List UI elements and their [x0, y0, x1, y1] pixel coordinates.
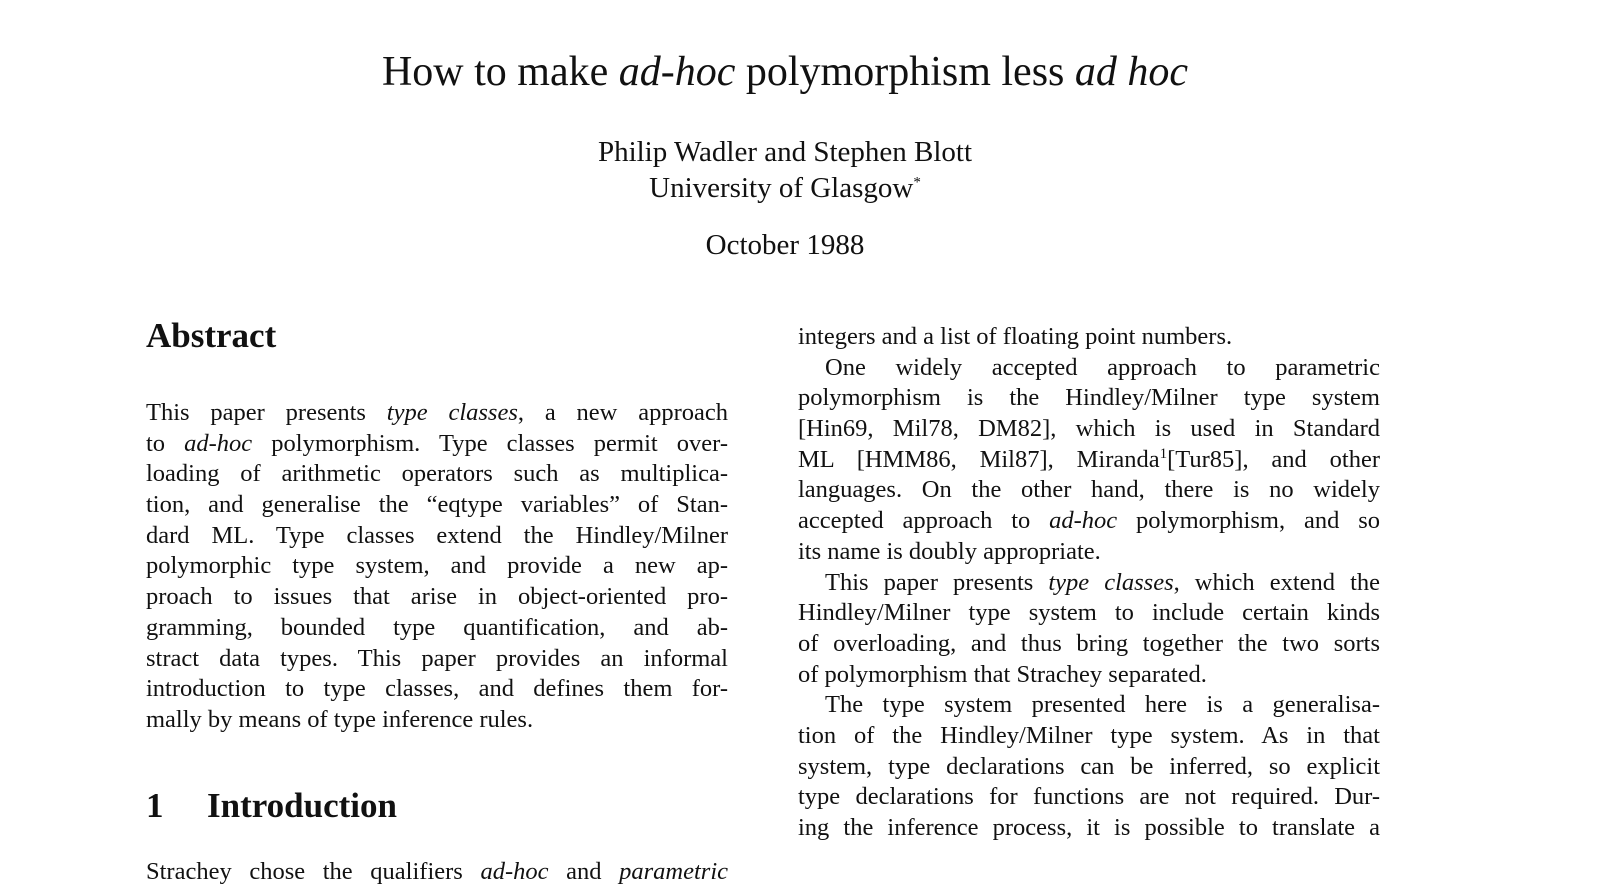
- text-line: [798, 383, 1380, 414]
- text-line: [146, 674, 728, 705]
- text-line: [146, 490, 728, 521]
- text-run: of overloading, and thus bring together the two sorts: [798, 629, 1380, 657]
- emphasis-text: ad-hoc: [480, 857, 549, 885]
- text-run: to: [146, 429, 185, 457]
- text-line: [798, 629, 1380, 660]
- emphasis-text: ad-hoc: [1049, 507, 1118, 535]
- text-line: [798, 475, 1380, 506]
- text-line: [798, 568, 1380, 599]
- text-line: [798, 690, 1380, 721]
- text-run: gramming, bounded type quantification, and ab-: [146, 613, 728, 641]
- emphasis-text: ad-hoc: [184, 429, 253, 457]
- text-line: [798, 322, 1380, 353]
- text-run: The type system presented here is a generalisa-: [825, 691, 1380, 719]
- text-run: proach to issues that arise in object-oriented pro-: [146, 583, 728, 611]
- text-line: [798, 782, 1380, 813]
- text-run: tion of the Hindley/Milner type system. As in that: [798, 721, 1380, 749]
- text-line: [146, 644, 728, 675]
- text-run: [Hin69, Mil78, DM82], which is used in Standard: [798, 415, 1380, 443]
- text-run: , a new approach: [517, 399, 728, 426]
- text-run: mally by means of type inference rules.: [146, 705, 534, 733]
- text-line: [798, 660, 1380, 691]
- text-run: dard ML. Type classes extend the Hindley/Milner: [146, 521, 728, 549]
- text-run: Strachey chose the qualifiers: [146, 857, 481, 885]
- text-run: tion, and generalise the “eqtype variables” of Stan-: [146, 491, 728, 519]
- left-column: [146, 312, 728, 887]
- text-line: [798, 598, 1380, 629]
- emphasis-text: type classes: [386, 399, 518, 426]
- text-line: [798, 414, 1380, 445]
- author-names: Philip Wadler and Stephen Blott: [597, 136, 973, 168]
- text-run: This paper presents: [825, 568, 1049, 596]
- abstract-body: [146, 398, 728, 736]
- text-line: [146, 521, 728, 552]
- text-line: [146, 857, 728, 887]
- text-run: integers and a list of floating point numbers.: [798, 323, 1233, 350]
- affiliation: University of Glasgow*: [649, 172, 921, 204]
- text-run: its name is doubly appropriate.: [798, 537, 1101, 565]
- text-run: How to make: [381, 49, 619, 95]
- text-run: polymorphism, and so: [1117, 507, 1380, 535]
- emphasis-text: ad-hoc: [618, 49, 736, 95]
- text-run: This paper presents: [146, 399, 387, 426]
- text-line: [146, 429, 728, 460]
- text-run: , which extend the: [1173, 568, 1380, 596]
- footnote-mark: *: [913, 174, 921, 191]
- text-run: stract data types. This paper provides an informal: [146, 644, 728, 672]
- text-line: [798, 721, 1380, 752]
- text-run: polymorphism less: [735, 49, 1075, 95]
- text-run: of polymorphism that Strachey separated.: [798, 660, 1207, 688]
- text-run: One widely accepted approach to parametric: [825, 353, 1380, 381]
- text-run: [Tur85], and other: [1167, 445, 1380, 473]
- text-line: [146, 551, 728, 582]
- text-line: [798, 353, 1380, 384]
- text-run: Hindley/Milner type system to include certain kinds: [798, 599, 1380, 627]
- text-run: polymorphism. Type classes permit over-: [252, 429, 728, 457]
- section-heading-introduction: 1 Introduction: [146, 785, 397, 825]
- text-line: [798, 752, 1380, 783]
- text-run: accepted approach to: [798, 507, 1050, 535]
- text-run: languages. On the other hand, there is no widely: [798, 476, 1380, 504]
- text-line: [146, 613, 728, 644]
- text-line: [146, 459, 728, 490]
- paper-date: October 1988: [705, 229, 865, 261]
- introduction-body: [146, 857, 728, 887]
- text-line: [798, 537, 1380, 568]
- text-run: polymorphic type system, and provide a new ap-: [146, 552, 728, 580]
- text-run: type declarations for functions are not required. Dur-: [798, 783, 1380, 811]
- emphasis-text: type classes: [1048, 568, 1174, 596]
- text-line: [146, 705, 728, 736]
- text-line: [798, 813, 1380, 844]
- text-run: system, type declarations can be inferred, so explicit: [798, 752, 1380, 780]
- text-run: introduction to type classes, and defines them for-: [146, 675, 728, 703]
- authors-block: [0, 134, 1570, 206]
- right-column: [798, 322, 1380, 844]
- text-line: [798, 506, 1380, 537]
- emphasis-text: ad hoc: [1074, 49, 1189, 95]
- text-line: [146, 582, 728, 613]
- right-column-body: [798, 322, 1380, 844]
- paper-title: [0, 48, 1570, 96]
- text-run: polymorphism is the Hindley/Milner type system: [798, 384, 1380, 412]
- footnote-ref: 1: [1159, 445, 1168, 462]
- text-run: ing the inference process, it is possible to translate a: [798, 814, 1380, 841]
- emphasis-text: parametric: [619, 857, 728, 885]
- text-run: loading of arithmetic operators such as multiplica-: [146, 460, 728, 488]
- abstract-heading: Abstract: [146, 316, 277, 355]
- text-line: [798, 445, 1380, 476]
- text-line: [146, 398, 728, 429]
- text-run: ML [HMM86, Mil87], Miranda: [798, 445, 1160, 473]
- text-run: and: [548, 857, 620, 885]
